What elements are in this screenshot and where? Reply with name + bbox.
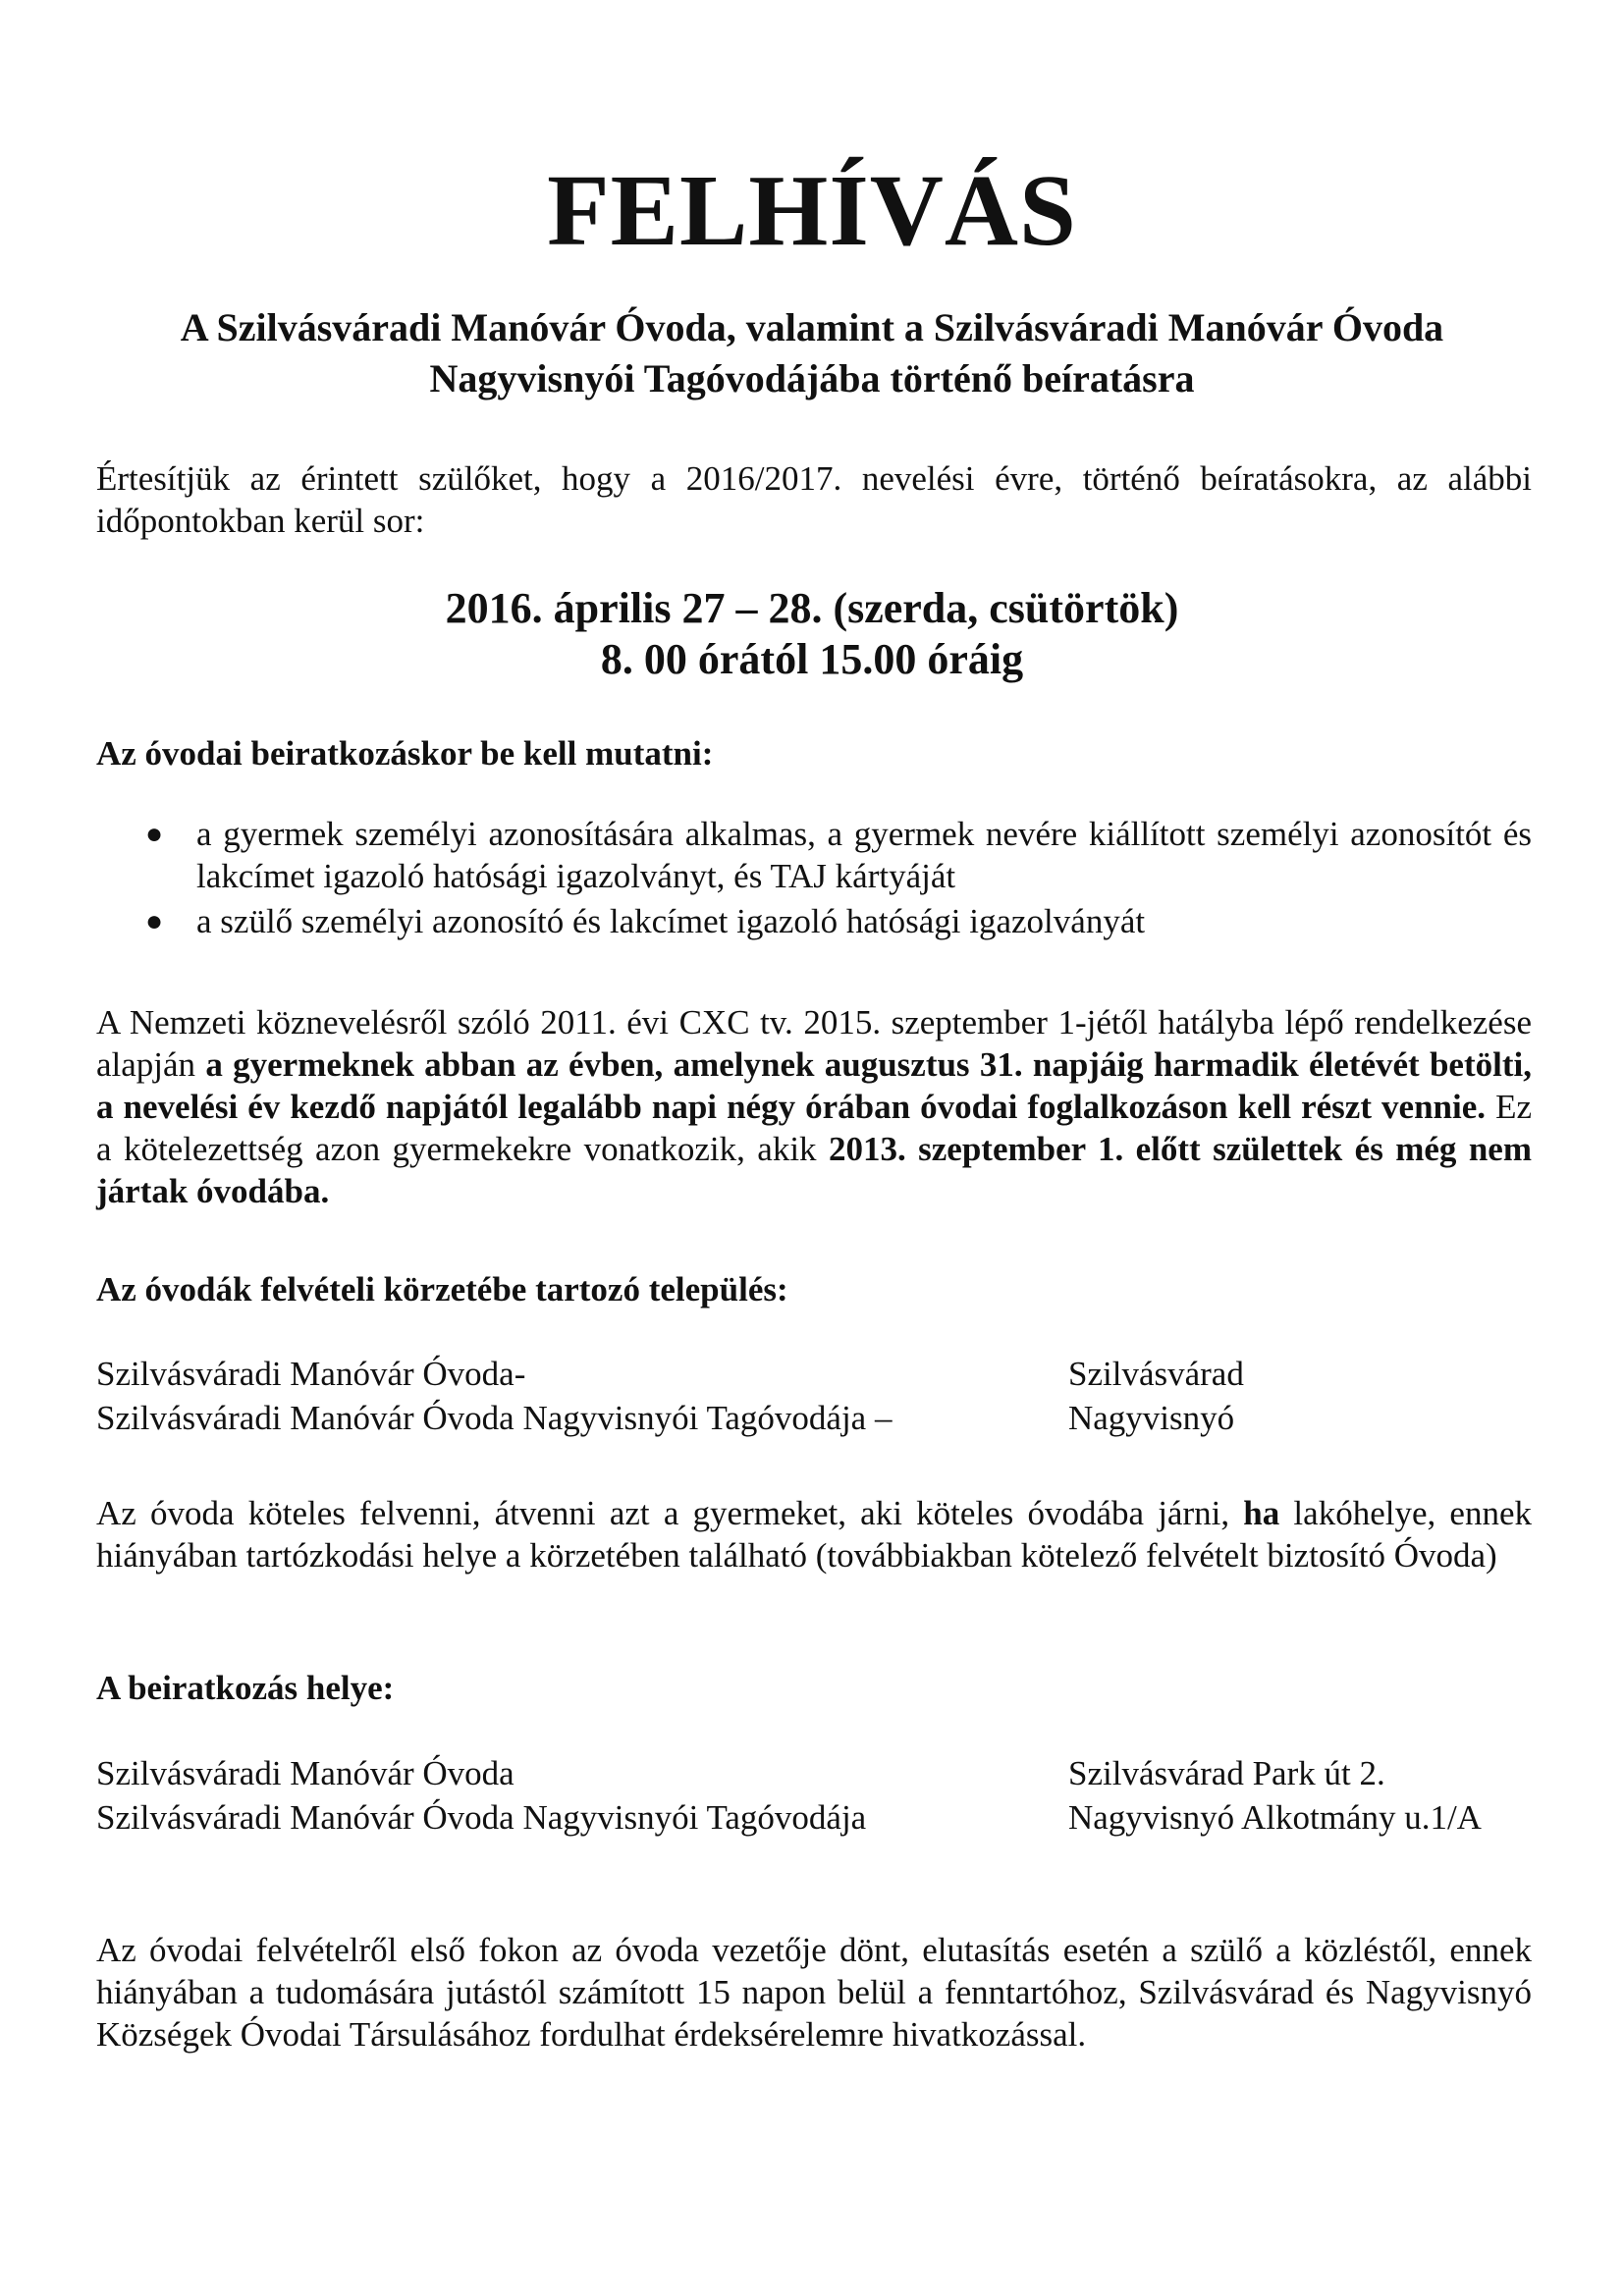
intro-paragraph: Értesítjük az érintett szülőket, hogy a 2016/2017. nevelési évre, történő beíratásokra, az alábbi időpontokban kerül sor: bbox=[96, 459, 1532, 540]
list-item-text: a gyermek személyi azonosítására alkalmas, a gyermek nevére kiállított személyi azonosítót és lakcímet igazoló hatósági igazolványt, és TAJ kártyáját bbox=[196, 815, 1532, 895]
obligation-text-1: Az óvoda köteles felvenni, átvenni azt a gyermeket, aki köteles óvodába járni, bbox=[96, 1494, 1244, 1532]
subtitle-line-2: Nagyvisnyói Tagóvodájába történő beíratásra bbox=[429, 356, 1195, 400]
district-place: Szilvásvárad bbox=[1068, 1355, 1244, 1393]
list-item bbox=[96, 813, 1532, 897]
document-subtitle bbox=[94, 302, 1530, 404]
table-row bbox=[96, 1396, 1532, 1440]
location-heading: A beiratkozás helye: bbox=[96, 1669, 395, 1707]
location-table bbox=[96, 1751, 1532, 1840]
list-item bbox=[96, 900, 1532, 942]
law-bold-2: 2013. szeptember 1. előtt születtek és még nem jártak óvodába. bbox=[96, 1130, 1533, 1210]
location-school: Szilvásváradi Manóvár Óvoda Nagyvisnyói Tagóvodája bbox=[96, 1798, 867, 1837]
location-address: Szilvásvárad Park út 2. bbox=[1068, 1754, 1385, 1792]
documents-heading: Az óvodai beiratkozáskor be kell mutatni: bbox=[96, 734, 714, 773]
subtitle-line-1: A Szilvásváradi Manóvár Óvoda, valamint a Szilvásváradi Manóvár Óvoda bbox=[180, 305, 1444, 349]
document-title: FELHÍVÁS bbox=[547, 154, 1077, 267]
table-row bbox=[96, 1352, 1532, 1396]
district-table bbox=[96, 1352, 1532, 1440]
law-bold-1: a gyermeknek abban az évben, amelynek augusztus 31. napjáig harmadik életévét betölti, a nevelési év kezdő napjától legalább napi négy órában óvodai foglalkozáson kell részt vennie. bbox=[96, 1045, 1532, 1126]
district-place: Nagyvisnyó bbox=[1068, 1399, 1235, 1437]
district-school: Szilvásváradi Manóvár Óvoda- bbox=[96, 1355, 526, 1393]
district-school: Szilvásváradi Manóvár Óvoda Nagyvisnyói Tagóvodája – bbox=[96, 1399, 893, 1437]
bullet-icon: ● bbox=[145, 818, 164, 850]
location-address: Nagyvisnyó Alkotmány u.1/A bbox=[1068, 1798, 1482, 1837]
bullet-icon: ● bbox=[145, 905, 164, 937]
documents-list bbox=[96, 813, 1532, 945]
law-paragraph bbox=[96, 1001, 1532, 1212]
law-text-1: A Nemzeti köznevelésről szóló 2011. évi CXC tv. 2015. szeptember 1-jétől hatályba lépő rendelkezése alapján bbox=[96, 1003, 1532, 1084]
table-row bbox=[96, 1795, 1532, 1840]
enrollment-date-line: 2016. április 27 – 28. (szerda, csütörtök) bbox=[445, 584, 1179, 632]
location-school: Szilvásváradi Manóvár Óvoda bbox=[96, 1754, 514, 1792]
list-item-text: a szülő személyi azonosító és lakcímet igazoló hatósági igazolványát bbox=[196, 902, 1146, 940]
law-text-2: Ez a kötelezettség azon gyermekekre vonatkozik, akik bbox=[96, 1088, 1532, 1168]
enrollment-dates bbox=[0, 583, 1624, 685]
obligation-bold: ha bbox=[1243, 1494, 1280, 1532]
table-row bbox=[96, 1751, 1532, 1795]
closing-paragraph: Az óvodai felvételről első fokon az óvoda vezetője dönt, elutasítás esetén a szülő a közléstől, ennek hiányában a tudomására jutástól számított 15 napon belül a fenntartóhoz, Szilvásvárad és Nagyvisnyó Községek Óvodai Társulásához fordulhat érdeksérelemre hivatkozással. bbox=[96, 1931, 1532, 2054]
obligation-paragraph bbox=[96, 1492, 1532, 1576]
obligation-text-2: lakóhelye, ennek hiányában tartózkodási helye a körzetében található (továbbiakban kötelező felvételt biztosító Óvoda) bbox=[96, 1494, 1532, 1575]
enrollment-time-line: 8. 00 órától 15.00 óráig bbox=[600, 635, 1024, 683]
district-heading: Az óvodák felvételi körzetébe tartozó település: bbox=[96, 1270, 788, 1308]
